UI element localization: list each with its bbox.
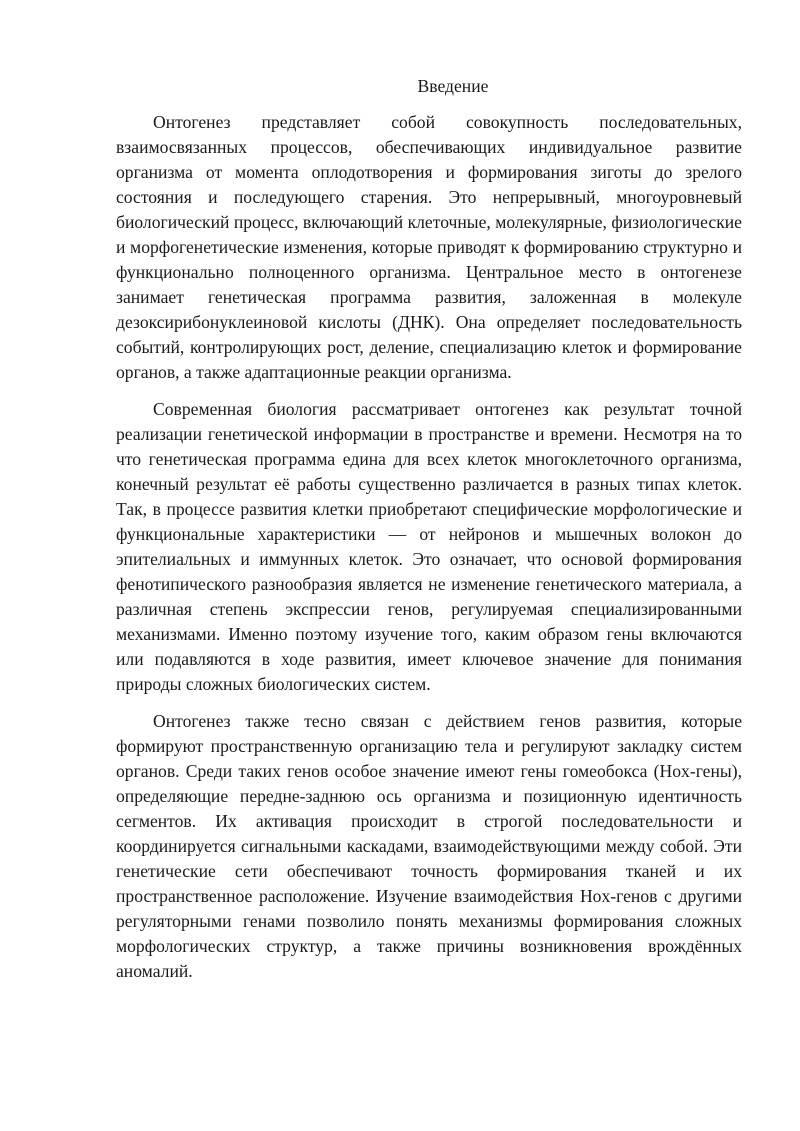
- section-title: Введение: [417, 76, 489, 96]
- paragraph-1: Онтогенез представляет собой совокупность последовательных, взаимосвязанных процессов, обеспечивающих индивидуальное развитие организма от момента оплодотворения и формирования зиготы до зрелого состояния и последующего старения. Это непрерывный, многоуровневый биологический процесс, включающий клеточные, молекулярные, физиологические и морфогенетические изменения, которые приводят к формированию структурно и функционально полноценного организма. Центральное место в онтогенезе занимает генетическая программа развития, заложенная в молекуле дезоксирибонуклеиновой кислоты (ДНК). Она определяет последовательность событий, контролирующих рост, деление, специализацию клеток и формирование органов, а также адаптационные реакции организма.: [116, 112, 742, 382]
- paragraph-3: Онтогенез также тесно связан с действием генов развития, которые формируют пространственную организацию тела и регулируют закладку систем органов. Среди таких генов особое значение имеют гены гомеобокса (Hox-гены), определяющие передне-заднюю ось организма и позиционную идентичность сегментов. Их активация происходит в строгой последовательности и координируется сигнальными каскадами, взаимодействующими между собой. Эти генетические сети обеспечивают точность формирования тканей и их пространственное расположение. Изучение взаимодействия Hox-генов с другими регуляторными генами позволило понять механизмы формирования сложных морфологических структур, а также причины возникновения врождённых аномалий.: [116, 711, 742, 981]
- document-body: [116, 74, 742, 996]
- paragraph-2: Современная биология рассматривает онтогенез как результат точной реализации генетической информации в пространстве и времени. Несмотря на то что генетическая программа едина для всех клеток многоклеточного организма, конечный результат её работы существенно различается в разных типах клеток. Так, в процессе развития клетки приобретают специфические морфологические и функциональные характеристики — от нейронов и мышечных волокон до эпителиальных и иммунных клеток. Это означает, что основой формирования фенотипического разнообразия является не изменение генетического материала, а различная степень экспрессии генов, регулируемая специализированными механизмами. Именно поэтому изучение того, каким образом гены включаются или подавляются в ходе развития, имеет ключевое значение для понимания природы сложных биологических систем.: [116, 399, 742, 694]
